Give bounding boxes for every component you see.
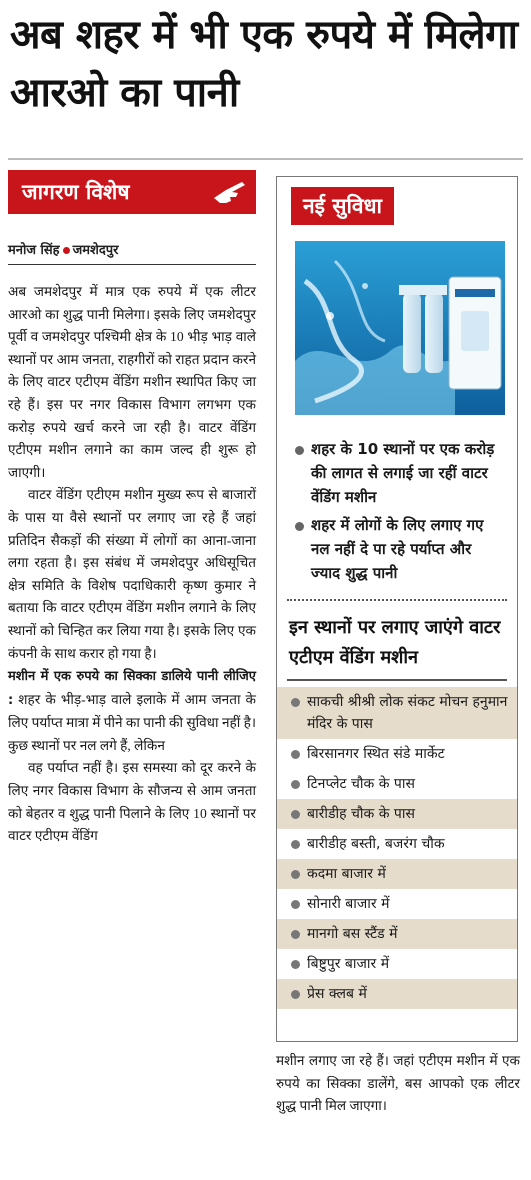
ro-water-purifier-image [295,241,505,415]
sidebar-bullets [295,437,503,585]
article-paragraph-3 [8,665,256,757]
places-divider [287,679,507,681]
places-heading: इन स्थानों पर लगाए जाएंगे वाटर एटीएम वेंडिंग मशीन [289,617,501,668]
byline-place: जमशेदपुर [72,243,119,258]
headline: अब शहर में भी एक रुपये में मिलेगा आरओ का पानी [10,12,518,116]
article-subhead: मशीन में एक रुपये का सिक्का डालिये पानी लीजिए : [8,669,256,708]
article-paragraph-4: वह पर्याप्त नहीं है। इस समस्या को दूर करने के लिए नगर विकास विभाग के सौजन्य से आम जनता को बेहतर व शुद्ध पानी पिलाने के लिए 10 स्थानों पर वाटर एटीएम वेंडिंग [8,760,256,844]
list-item: बारीडीह बस्ती, बजरंग चौक [277,829,517,859]
list-item: मानगो बस स्टैंड में [277,919,517,949]
article-paragraph-2: वाटर वेंडिंग एटीएम मशीन मुख्य रूप से बाजारों के पास या वैसे स्थानों पर लगाए जा रहे हैं जहां प्रतिदिन सैकड़ों की संख्या में लोगों का आना-जाना लगा रहता है। इस संबंध में जमशेदपुर अधिसूचित क्षेत्र समिति के विशेष पदाधिकारी कृष्ण कुमार ने बताया कि वाटर एटीएम वेंडिंग मशीन लगाने के लिए स्थानों को चिन्हित कर लिया गया है। इसके लिए एक कंपनी के साथ करार हो गया है। [8,487,256,661]
list-item: शहर में लोगों के लिए लगाए गए नल नहीं दे पा रहे पर्याप्त और ज्याद शुद्ध पानी [295,513,503,585]
list-item: प्रेस क्लब में [277,979,517,1009]
sidebar-box [276,176,518,1042]
places-list [277,687,517,1009]
list-item: शहर के 10 स्थानों पर एक करोड़ की लागत से लगाई जा रहीं वाटर वेंडिंग मशीन [295,437,503,509]
list-item: बारीडीह चौक के पास [277,799,517,829]
byline-dot [63,247,70,254]
dotted-divider [287,599,507,601]
list-item: टिनप्लेट चौक के पास [277,769,517,799]
headline-divider [8,158,523,160]
article-paragraph-1: अब जमशेदपुर में मात्र एक रुपये में एक लीटर आरओ का शुद्ध पानी मिलेगा। इसके लिए जमशेदपुर पूर्वी व जमशेदपुर पश्चिमी क्षेत्र के 10 भीड़ भाड़ वाले स्थानों पर आम जनता, राहगीरों को राहत प्रदान करने के लिए वाटर एटीएम वेंडिंग मशीन स्थापित किए जा रहे हैं। इस पर नगर विकास विभाग लगभग एक करोड़ रुपये खर्च करने जा रही है। वाटर वेंडिंग एटीएम मशीन लगाने का काम जल्द ही शुरू हो जाएगी। [8,284,256,480]
byline [8,240,256,265]
article-column [8,170,256,848]
jagran-vishesh-banner [8,170,256,214]
list-item: साकची श्रीश्री लोक संकट मोचन हनुमान मंदिर के पास [277,687,517,739]
article-continuation: मशीन लगाए जा रहे हैं। जहां एटीएम मशीन में एक रुपये का सिक्का डालेंगे, बस आपको एक लीटर शुद्ध पानी मिल जाएगा। [276,1053,520,1114]
list-item: बिष्टुपुर बाजार में [277,949,517,979]
list-item: सोनारी बाजार में [277,889,517,919]
byline-author: मनोज सिंह [8,243,60,258]
banner-label: जागरण विशेष [22,180,130,204]
sidebar-title: नई सुविधा [291,187,394,225]
article-body [8,281,256,848]
list-item: कदमा बाजार में [277,859,517,889]
article-paragraph-3-text: शहर के भीड़-भाड़ वाले इलाके में आम जनता के लिए पर्याप्त मात्रा में पीने का पानी की सुविधा नहीं है। कुछ स्थानों पर नल लगे हैं, लेकिन [8,691,256,753]
pointing-hand-icon [212,176,248,208]
list-item: बिरसानगर स्थित संडे मार्केट [277,739,517,769]
